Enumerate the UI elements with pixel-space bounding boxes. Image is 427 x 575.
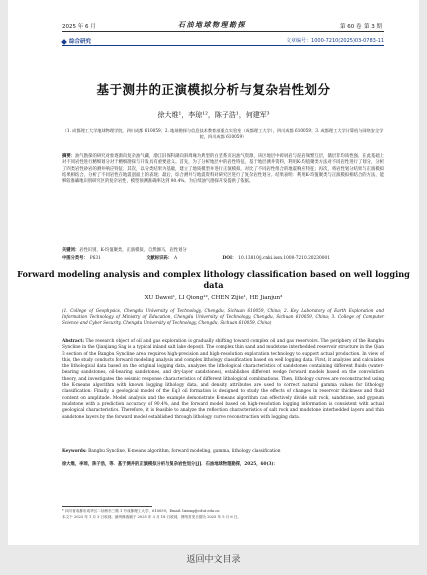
footnote-address: * 四川省成都市成华区二仙桥东三路 1 号成都理工大学，610059。Email: lixiong@cdut.edu.cn [62, 509, 220, 513]
doc-code [146, 256, 199, 261]
en-abstract-text: The research object of oil and gas exploration is gradually shifting toward complex oil and gas reservoirs. The periphery of the Bangbu Syncline in the Qianjiang Sag is a typical inland salt lake deposit. The complex thin sand and mudstone interbedded reservoir structure in the Qian 3 section of the Bangbu Syncline area requires high-precision and high-resolution exploration technology to support actual production. In view of this, the study conducts forward modeling analysis and complex lithology classification based on well logging data. First, it analyzes and calculates the lithological data based on the original logging data, analyzes the lithological characteristics of sandstones containing different fluids (water-bearing sandstones, oil-bearing sandstones, and dry-layer sandstones), establishes different wedge forward models based on the convolution theory, and investigates the seismic response characteristics of different lithological combinations. Then, lithology curves are reconstructed using the K-means algorithm with known logging lithology data, and density attributes are used to correct natural gamma values for lithology classification. Finally, a geological model of the Eq3 oil formation is designed to study the effects of changes in reservoir thickness and fluid content on amplitude. Model analysis and the example demonstrate K-means algorithm can effectively divide salt rock, sandstone, and gypsum mudstone with a prediction accuracy of 90.4%, and the forward model based on high-resolution logging information is consistent with actual geological characteristics. Therefore, it is feasible to analyze the reflection characteristics of salt rock and mudstone interbedded layers and thin sandstone layers by the forward model established through lithology curve reconstruction with logging data. [62, 339, 384, 420]
category-label [62, 37, 91, 45]
doi [223, 256, 352, 261]
footnote-dates: 本文于 2023 年 1 月 3 日收到，最终修改稿于 2025 年 3 月 18 日收到，网络首发日期为 2025 年 5 月 6 日。 [62, 515, 242, 519]
header-rule [62, 31, 384, 32]
category-rule [62, 45, 384, 46]
clc-label: 中图分类号： [62, 256, 88, 261]
cn-title: 基于测井的正演模拟分析与复杂岩性划分 [96, 82, 331, 97]
cn-keywords-label: 关键词： [62, 248, 80, 253]
article-number: 文章编号：1000-7210(2025)03-0783-11 [286, 38, 384, 44]
en-affiliations: (1. College of Geophysics, Chengdu University of Technology, Chengdu, Sichuan 610059, China; 2. Key Laboratory of Earth Exploration and Information Technology of Ministry of Education, Chengdu University of Technology, Chengdu, Sichuan 610059, China; 3. College of Computer Science and Cyber Security, Chengdu University of Technology, Chengdu, Sichuan 610059, China) [62, 308, 384, 325]
citation: 徐大维，李琼，陈子浩，等．基于测井的正演模拟分析与复杂岩性划分[J]．石油地球物理勘探，2025，60(3)： [62, 462, 278, 467]
category-text: 综合研究 [69, 39, 92, 45]
clc [62, 256, 123, 261]
diamond-icon [61, 39, 67, 45]
cn-keywords-text: 岩性识别，K-均值聚类，正演模拟，自然伽马，岩性划分 [79, 248, 187, 253]
en-abstract [62, 339, 384, 421]
en-title: Forward modeling analysis and complex lithology classification based on well logging data [17, 269, 410, 290]
cn-abstract [62, 154, 384, 185]
clc-value: P631 [89, 256, 101, 261]
doi-value: 10.13810/j.cnki.issn.1000-7210.20230001 [238, 256, 330, 261]
header-volume: 第 60 卷 [340, 24, 362, 30]
footnote-rule [62, 506, 152, 507]
en-keywords [62, 449, 384, 454]
en-abstract-label: Abstract: [62, 339, 84, 344]
en-authors: XU Dawei¹, LI Qiong¹², CHEN Zijie¹, HE Jianjun³ [144, 295, 283, 301]
header-journal: 石油地球物理勘探 [178, 21, 246, 29]
header-date: 2025 年 6 月 [62, 24, 96, 30]
cn-authors: 徐大维¹，李琼¹²，陈子浩¹，何建军³ [157, 111, 270, 119]
cn-abstract-label: 摘要： [62, 154, 76, 159]
en-keywords-label: Keywords: [62, 449, 87, 454]
article-page [8, 0, 419, 545]
doc-code-label: 文献标识码： [146, 256, 173, 261]
cn-affiliations: （1. 成都理工大学地球物理学院，四川成都 610059；2. 地球勘探与信息技术教育部重点实验室（成都理工大学），四川成都 610059；3. 成都理工大学计算机与网络安全学院，四川成都 610059） [62, 128, 384, 139]
header-issue: 第 3 期 [364, 24, 382, 30]
cn-keywords [62, 247, 384, 253]
doi-label: DOI： [222, 256, 237, 261]
doc-code-value: A [174, 256, 178, 261]
classification-line [62, 255, 384, 261]
back-to-toc-link[interactable]: 返回中文目录 [186, 555, 241, 565]
en-keywords-text: Bangbu Syncline, K-means algorithm, forward modeling, gamma, lithology classification [88, 449, 281, 454]
cn-abstract-text: 油气勘探的研究对象逐渐向复杂油气藏，渤江旧保科湖向斜周缘为典型的白垩系页岩油气资源，该区地层中碎屑岩与泥岩频繁互层，储层非均质性强，在此基础上对不同岩性进行精细划分对于精细勘探与开发具有重要意义。首先，为了分析地层中的岩性特征，基于地层测井资料，利用K-均值聚类方法对不同岩性进行了划分，分析了四类岩性砂岩的测井响应特征；其次，以分类结果为基础，建立了地质模型并进行正演模拟，对比了不同岩性组合的地震响应特征；再次，将岩性划分结果与正演模拟结果相结合，分析了不同岩性在地震剖面上的表现；最后，综合测井与地震资料对研究区进行了复杂岩性划分。结果表明：利用K-均值聚类与正演模拟相结合的方法，能够较准确地识别研究区的复杂岩性，模型预测准确率达到 90.4%，为后续油气勘探开发提供了依据。 [62, 154, 384, 185]
